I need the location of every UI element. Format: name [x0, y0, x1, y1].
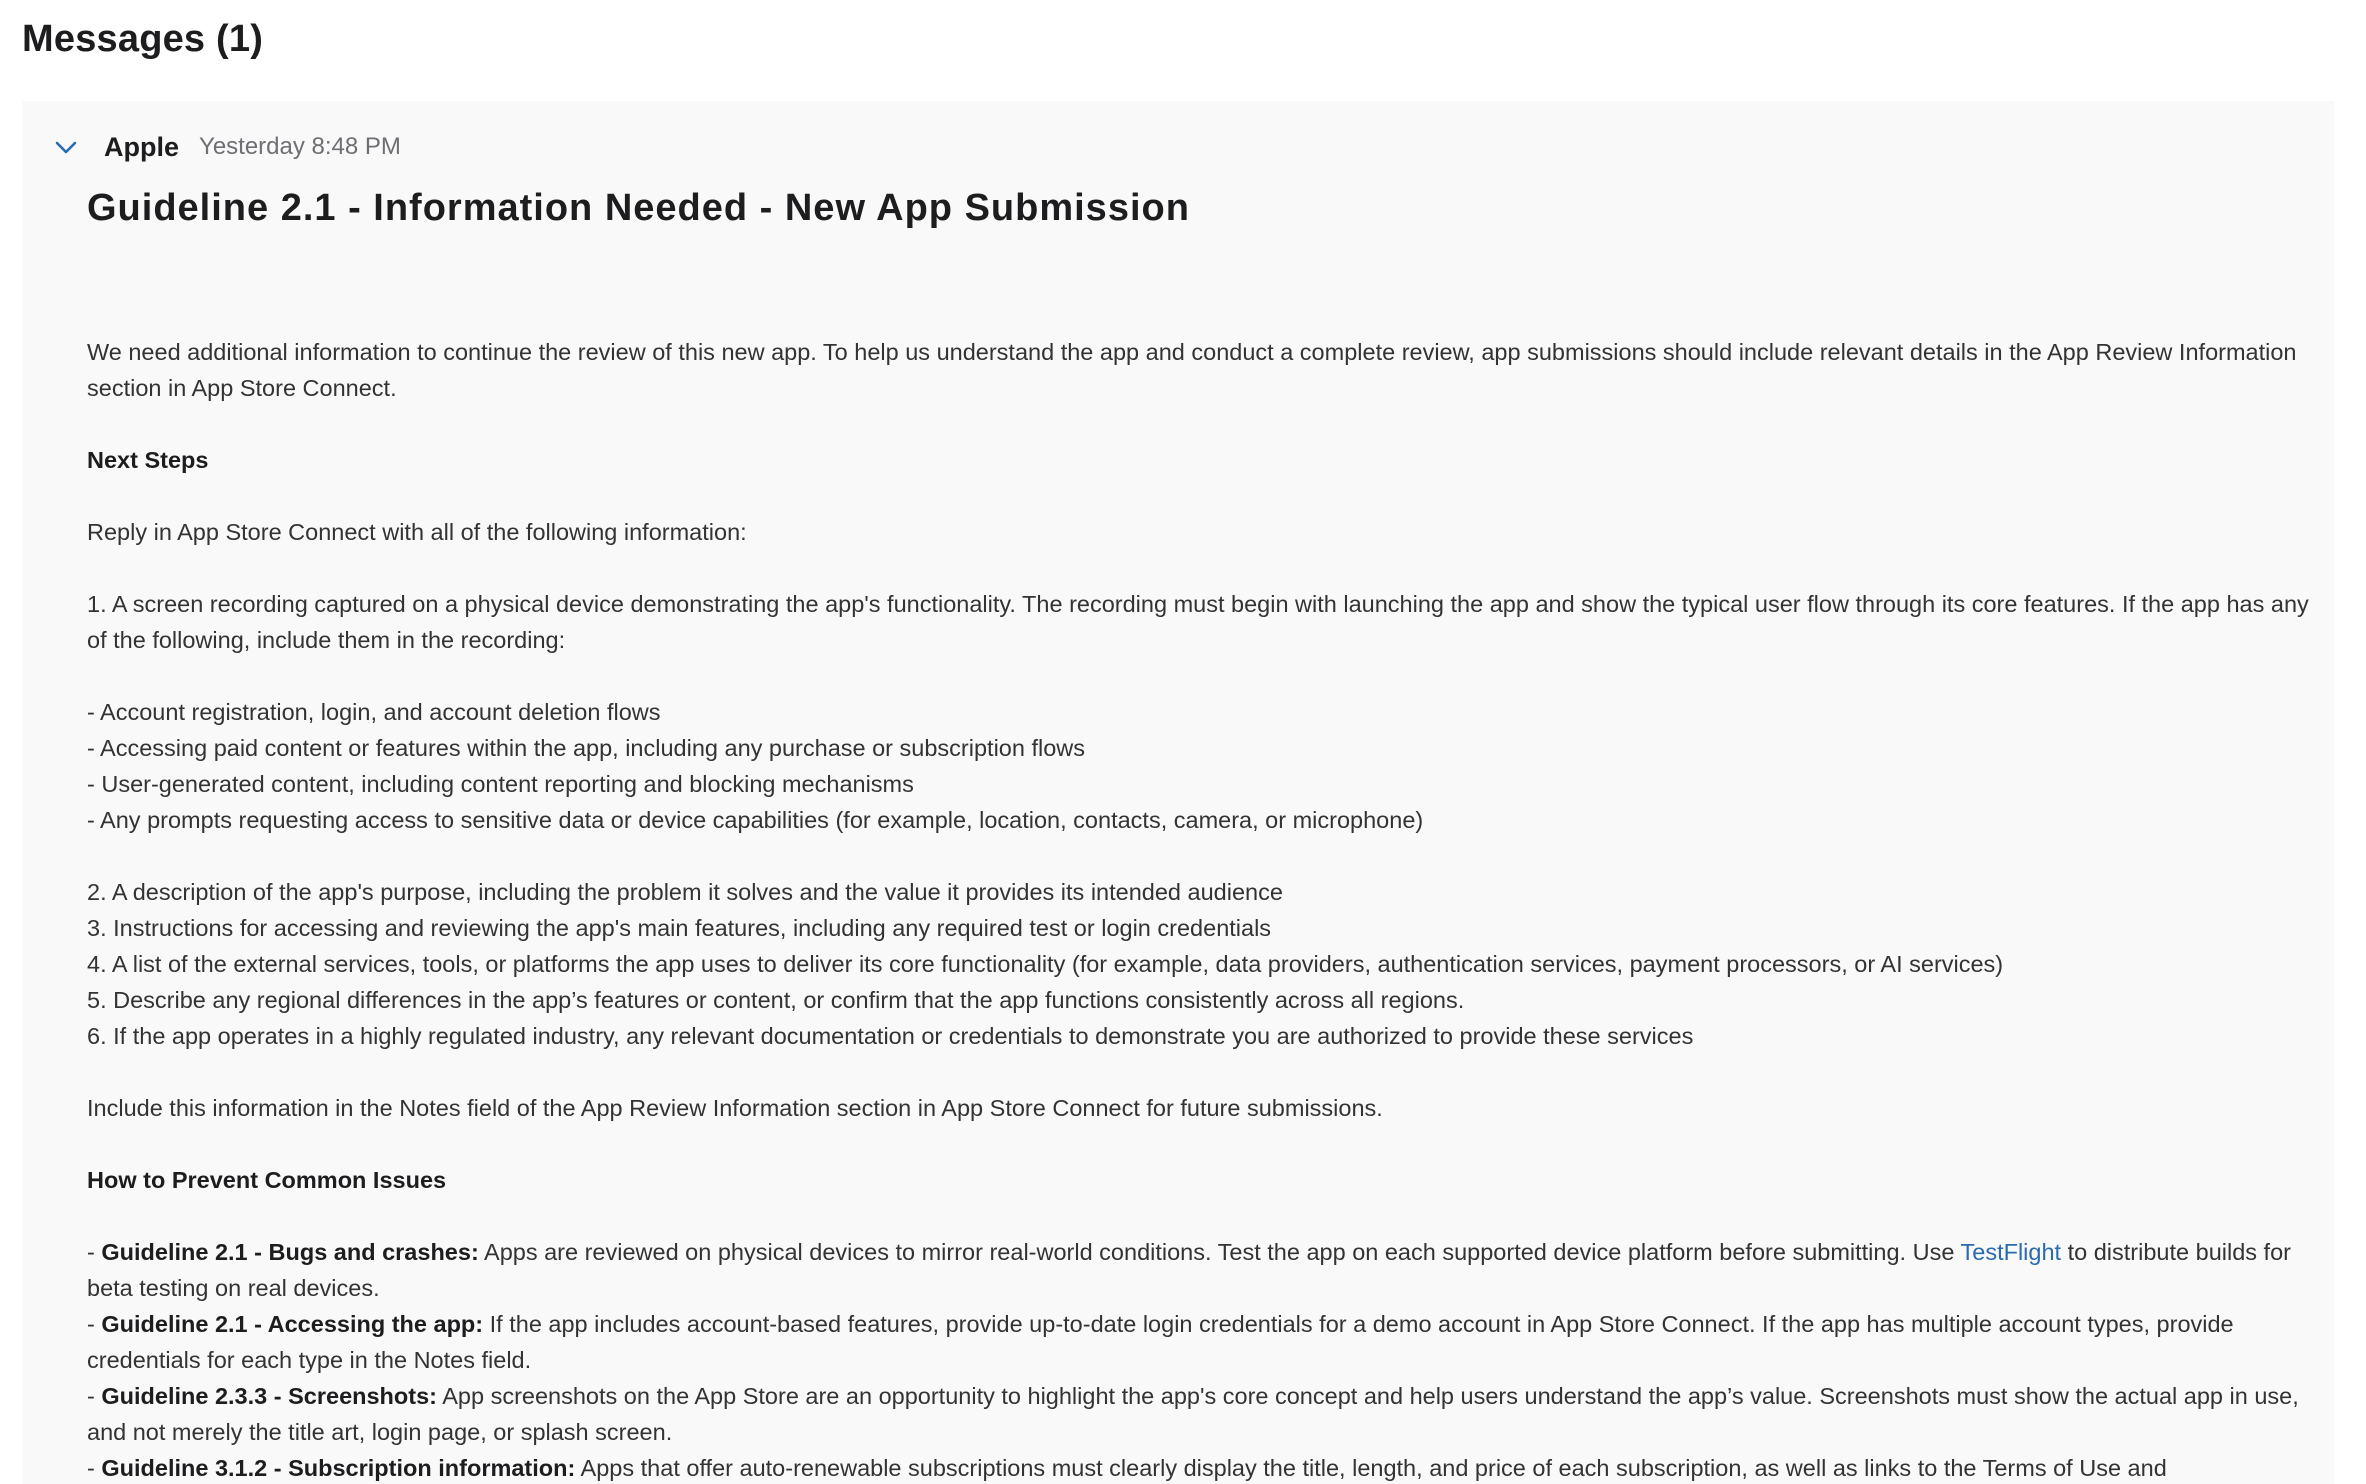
intro-paragraph: We need additional information to continue the review of this new app. To help us understand the app and conduct a complete review, app submissions should include relevant details in the App Review Information section in App Store Connect. [87, 339, 2297, 401]
message-body [87, 334, 2327, 1484]
issue-prefix: - [87, 1239, 102, 1265]
issue-item [87, 1234, 2327, 1306]
issue-item [87, 1306, 2327, 1378]
issue-title: Guideline 3.1.2 - Subscription information: [101, 1455, 576, 1481]
issue-text: Apps that offer auto-renewable subscriptions must clearly display the title, length, and price of each subscription, as well as links to the Terms of Use and [575, 1455, 2167, 1481]
issue-text: App screenshots on the App Store are an opportunity to highlight the app's core concept and help users understand the app’s value. Screenshots must show the actual app in use, and not merely the title art, login page, or splash screen. [87, 1383, 2299, 1445]
list-item: - Accessing paid content or features within the app, including any purchase or subscription flows [87, 735, 1086, 761]
list-item: - Any prompts requesting access to sensitive data or device capabilities (for example, location, contacts, camera, or microphone) [87, 807, 1424, 833]
message-sender: Apple [104, 131, 180, 162]
next-steps-heading: Next Steps [87, 447, 209, 473]
notes-instruction: Include this information in the Notes field of the App Review Information section in App Store Connect for future submissions. [87, 1095, 1383, 1121]
issue-title: Guideline 2.1 - Accessing the app: [101, 1311, 484, 1337]
message-card [22, 101, 2334, 1484]
page-title: Messages (1) [22, 18, 264, 60]
issue-prefix: - [87, 1311, 102, 1337]
message-timestamp: Yesterday 8:48 PM [199, 133, 401, 160]
issue-item [87, 1378, 2327, 1450]
prevent-issues-heading: How to Prevent Common Issues [87, 1167, 447, 1193]
chevron-down-icon[interactable] [48, 129, 84, 165]
list-item: 2. A description of the app's purpose, including the problem it solves and the value it provides its intended audience [87, 879, 1283, 905]
issue-text: If the app includes account-based features, provide up-to-date login credentials for a demo account in App Store Connect. If the app has multiple account types, provide credentials for each type in the Notes field. [87, 1311, 2234, 1373]
list-item: 4. A list of the external services, tools, or platforms the app uses to deliver its core functionality (for example, data providers, authentication services, payment processors, or AI services) [87, 951, 2004, 977]
issue-item [87, 1450, 2327, 1484]
list-item: 3. Instructions for accessing and reviewing the app's main features, including any required test or login credentials [87, 915, 1272, 941]
issue-text: to distribute builds for beta testing on real devices. [87, 1239, 2291, 1301]
issue-prefix: - [87, 1455, 102, 1481]
list-item: 5. Describe any regional differences in the app’s features or content, or confirm that the app functions consistently across all regions. [87, 987, 1465, 1013]
issue-title: Guideline 2.3.3 - Screenshots: [101, 1383, 437, 1409]
message-subject: Guideline 2.1 - Information Needed - New App Submission [87, 187, 1190, 229]
issue-text: Apps are reviewed on physical devices to mirror real-world conditions. Test the app on each supported device platform before submitting. Use [478, 1239, 1961, 1265]
list-item: 6. If the app operates in a highly regulated industry, any relevant documentation or credentials to demonstrate you are authorized to provide these services [87, 1023, 1694, 1049]
message-header[interactable] [48, 127, 401, 167]
list-item: - User-generated content, including content reporting and blocking mechanisms [87, 771, 914, 797]
reply-instruction: Reply in App Store Connect with all of the following information: [87, 519, 747, 545]
issue-prefix: - [87, 1383, 102, 1409]
testflight-link[interactable]: TestFlight [1960, 1239, 2062, 1265]
issue-title: Guideline 2.1 - Bugs and crashes: [101, 1239, 479, 1265]
list-item: 1. A screen recording captured on a physical device demonstrating the app's functionality. The recording must begin with launching the app and show the typical user flow through its core features. If the app has any of the following, include them in the recording: [87, 591, 2309, 653]
list-item: - Account registration, login, and account deletion flows [87, 699, 661, 725]
